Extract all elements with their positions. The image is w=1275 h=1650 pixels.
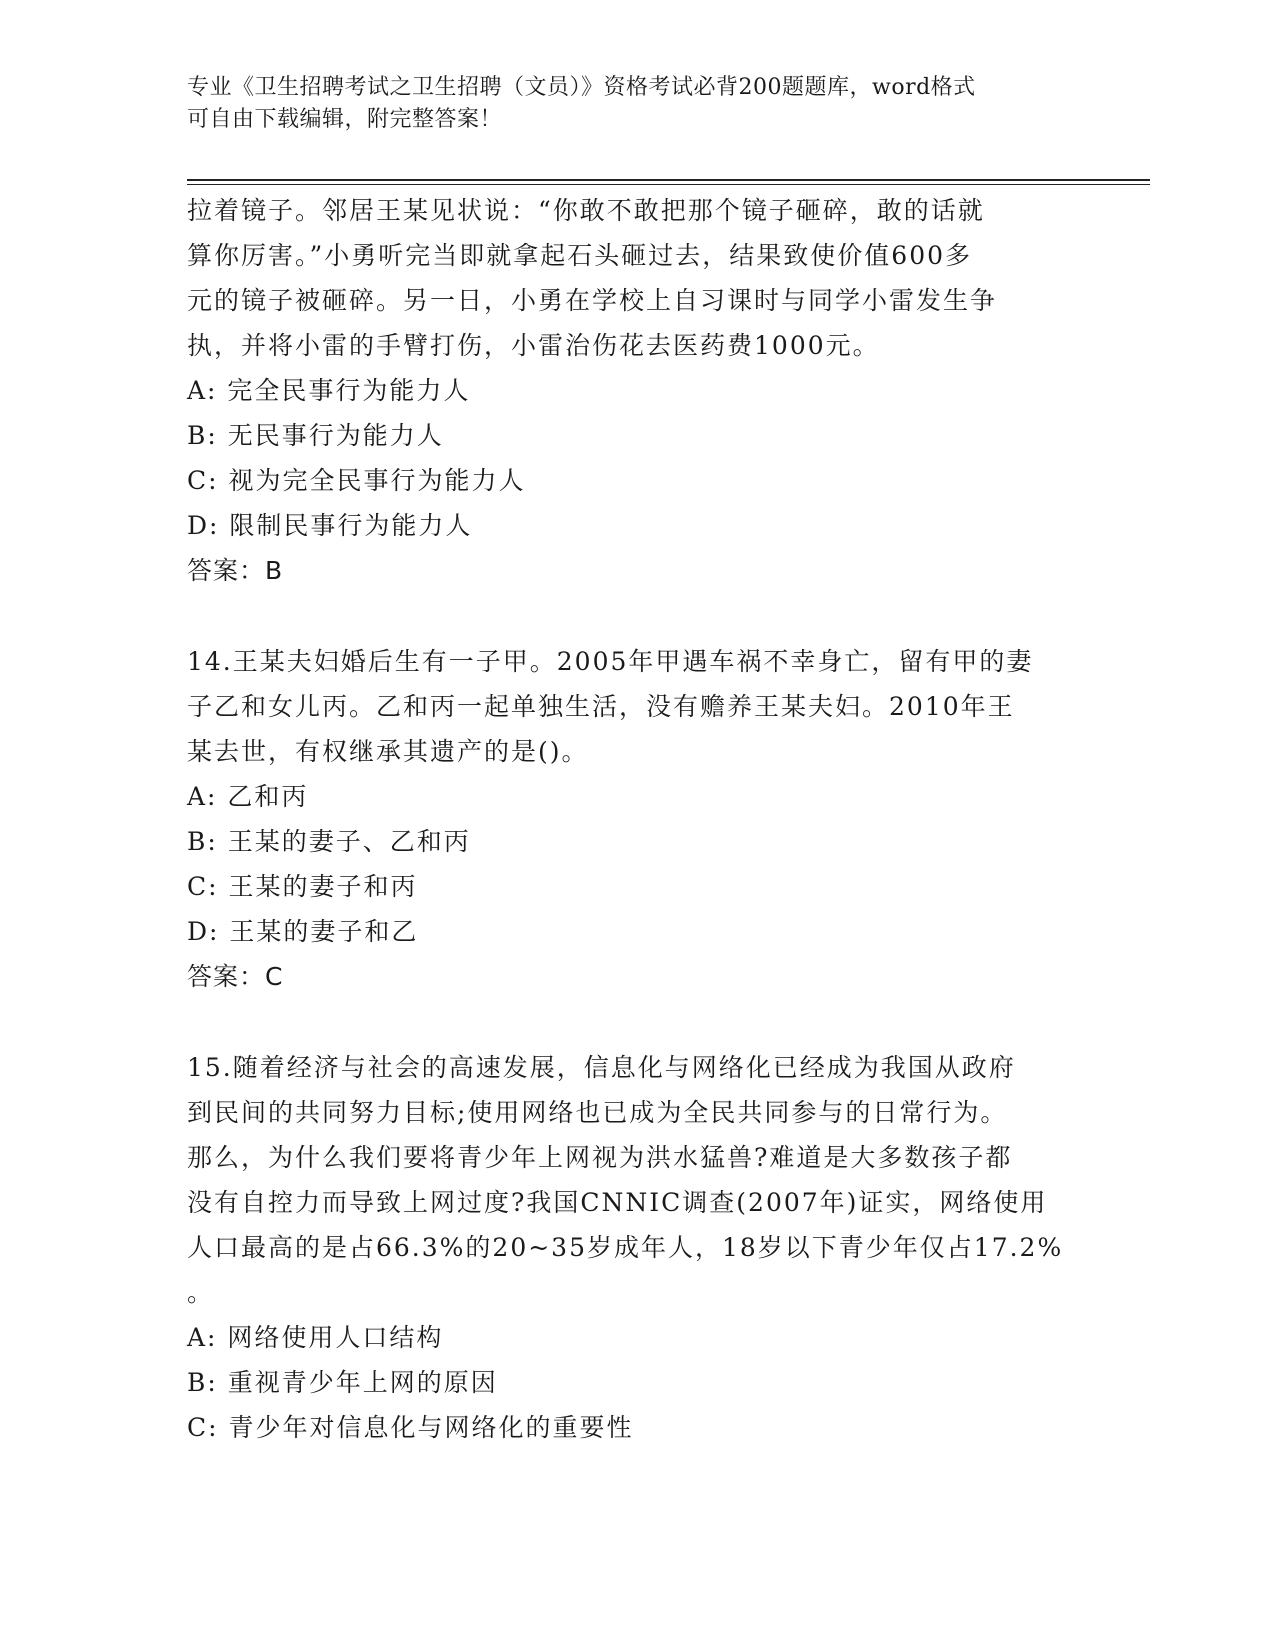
question-text-line: 元的镜子被砸碎。另一日，小勇在学校上自习课时与同学小雷发生争 [187,286,998,315]
option-c: C: 王某的妻子和丙 [187,872,418,901]
option-c: C: 青少年对信息化与网络化的重要性 [187,1413,634,1442]
header-divider-thin [187,184,1150,185]
question-14 [187,639,1077,999]
answer-label: 答案：B [187,556,284,585]
question-text-line: 15.随着经济与社会的高速发展，信息化与网络化已经成为我国从政府 [187,1053,1016,1082]
option-b: B: 无民事行为能力人 [187,421,444,450]
question-text-line: 到民间的共同努力目标;使用网络也已成为全民共同参与的日常行为。 [187,1098,1008,1127]
option-a: A: 网络使用人口结构 [187,1323,444,1352]
document-header [187,72,1067,136]
option-c: C: 视为完全民事行为能力人 [187,466,526,495]
question-15 [187,1045,1077,1450]
option-b: B: 重视青少年上网的原因 [187,1368,498,1397]
spacer [187,593,1077,639]
header-title-line-2: 可自由下载编辑，附完整答案！ [187,107,503,132]
option-d: D: 王某的妻子和乙 [187,917,419,946]
question-text-line: 拉着镜子。邻居王某见状说：“你敢不敢把那个镜子砸碎，敢的话就 [187,196,985,225]
option-a: A: 乙和丙 [187,782,309,811]
header-divider-thick [187,179,1150,181]
question-text-line: 执，并将小雷的手臂打伤，小雷治伤花去医药费1000元。 [187,331,880,360]
spacer [187,999,1077,1045]
answer-label: 答案：C [187,962,284,991]
question-text-line: 没有自控力而导致上网过度?我国CNNIC调查(2007年)证实，网络使用 [187,1188,1048,1217]
question-text-line: 人口最高的是占66.3%的20~35岁成年人，18岁以下青少年仅占17.2% [187,1233,1064,1262]
question-text-line: 。 [187,1278,215,1307]
document-body [187,188,1077,1450]
question-text-line: 子乙和女儿丙。乙和丙一起单独生活，没有赡养王某夫妇。2010年王 [187,692,1015,721]
question-13 [187,188,1077,593]
header-title-line-1: 专业《卫生招聘考试之卫生招聘（文员）》资格考试必背200题题库，word格式 [187,75,976,100]
question-text-line: 某去世，有权继承其遗产的是()。 [187,737,589,766]
question-text-line: 那么，为什么我们要将青少年上网视为洪水猛兽?难道是大多数孩子都 [187,1143,1013,1172]
option-b: B: 王某的妻子、乙和丙 [187,827,471,856]
question-text-line: 14.王某夫妇婚后生有一子甲。2005年甲遇车祸不幸身亡，留有甲的妻 [187,647,1034,676]
question-text-line: 算你厉害。”小勇听完当即就拿起石头砸过去，结果致使价值600多 [187,241,973,270]
option-d: D: 限制民事行为能力人 [187,511,473,540]
option-a: A: 完全民事行为能力人 [187,376,471,405]
